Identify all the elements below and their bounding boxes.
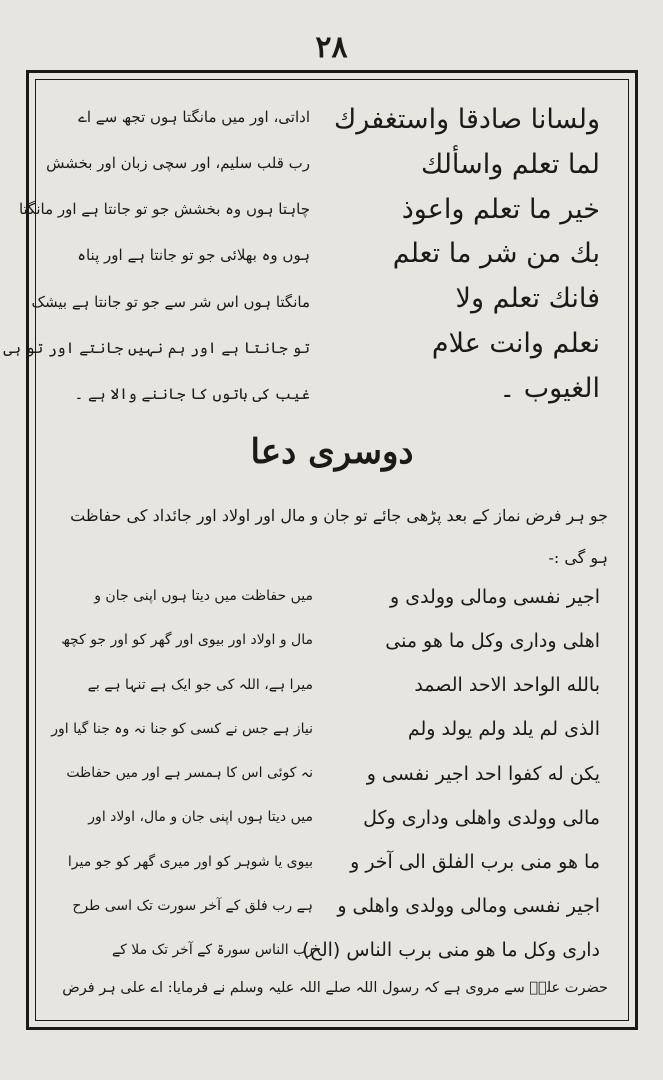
arabic-line: اجیر نفسی ومالی وولدی و [389, 586, 600, 608]
arabic-line: مالی وولدی واهلی وداری وکل [363, 806, 600, 829]
urdu-line: غیب کی باتوں کا جاننے والا ہے ۔ [74, 384, 310, 403]
arabic-line: داری وکل ما هو منی برب الناس (الخ) [302, 939, 600, 961]
arabic-line: الغيوب ۔ [499, 372, 600, 404]
urdu-line: نیاز ہے جس نے کسی کو جنا نہ وہ جنا گیا اور [51, 720, 313, 737]
urdu-line: چاہتا ہوں وہ بخشش جو تو جانتا ہے اور مانگتا [18, 200, 310, 219]
arabic-line: بك من شر ما تعلم [392, 238, 600, 270]
arabic-line: نعلم وانت علام [431, 328, 600, 360]
arabic-line: بالله الواحد الاحد الصمد [414, 674, 600, 697]
section-heading: دوسری دعا [250, 432, 414, 472]
urdu-translation-block-2 [51, 588, 313, 958]
arabic-dua-block-1 [310, 104, 600, 404]
urdu-line: تو جانتا ہے اور ہم نہیں جانتے اور تو ہی [3, 338, 310, 357]
urdu-line: مانگتا ہوں اس شر سے جو تو جانتا ہے بیشک [31, 292, 310, 311]
arabic-line: اهلی وداری وکل ما هو منی [385, 630, 600, 653]
urdu-line: میرا ہے، اللہ کی جو ایک ہے تنہا ہے بے [87, 676, 313, 693]
urdu-line: بیوی یا شوہر کو اور میری گھر کو جو میرا [67, 853, 313, 870]
urdu-translation-block-1 [3, 108, 310, 403]
page-inner-border [3, 79, 629, 1021]
urdu-line: ہے رب فلق کے آخر سورت تک اسی طرح [72, 897, 313, 914]
urdu-line: نہ کوئی اس کا ہمسر ہے اور میں حفاظت [66, 765, 313, 781]
urdu-line: اداتی، اور میں مانگتا ہوں تجھ سے اے [78, 108, 310, 126]
arabic-line: لما تعلم واسألك [420, 148, 600, 180]
intro-paragraph: جو ہر فرض نماز کے بعد پڑھی جائے تو جان و مال اور اولاد اور جائداد کی حفاظت ہو گی :- [70, 506, 608, 567]
arabic-line: الذی لم یلد ولم یولد ولم [407, 718, 600, 741]
arabic-line: فانك تعلم ولا [455, 283, 600, 315]
urdu-line: رب الناس سورۃ کے آخر تک ملا کے [111, 942, 313, 958]
arabic-line: ولسانا صادقا واستغفرك [334, 104, 600, 135]
arabic-line: خير ما تعلم واعوذ [401, 193, 600, 225]
arabic-line: یکن له کفوا احد اجیر نفسی و [366, 762, 600, 785]
urdu-line: مال و اولاد اور بیوی اور گھر کو اور جو کچھ [61, 632, 313, 649]
arabic-dua-block-2 [302, 586, 600, 961]
urdu-line: ہوں وہ بھلائی جو تو جانتا ہے اور پناہ [77, 246, 310, 265]
page-number: ۲۸ [315, 30, 348, 65]
arabic-line: ما هو منی برب الفلق الی آخر و [350, 850, 600, 873]
urdu-line: میں حفاظت میں دیتا ہوں اپنی جان و [94, 588, 313, 604]
footer-paragraph: حضرت علیؓ سے مروی ہے کہ رسول اللہ صلے اللہ علیہ وسلم نے فرمایا: اے علی ہر فرض [62, 980, 608, 996]
arabic-line: اجیر نفسی ومالی وولدی واهلی و [337, 894, 600, 917]
urdu-line: میں دیتا ہوں اپنی جان و مال، اولاد اور [88, 809, 313, 826]
page-border [3, 70, 638, 1030]
urdu-line: رب قلب سلیم، اور سچی زبان اور بخشش [46, 154, 310, 173]
